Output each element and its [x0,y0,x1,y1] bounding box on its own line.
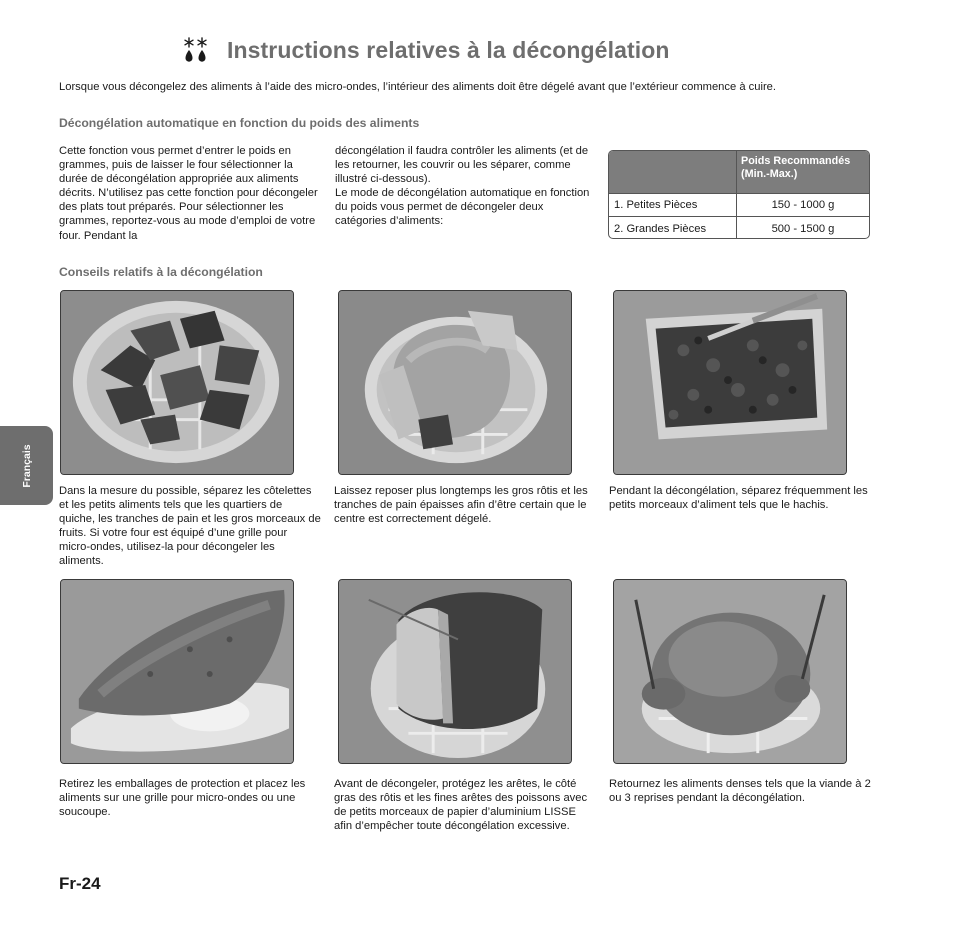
table-cell-weight: 500 - 1500 g [771,222,835,235]
photo-fish-on-saucer [60,579,294,764]
photo-roast-with-foil [338,579,572,764]
intro-paragraph: Lorsque vous décongelez des aliments à l’aide des micro-ondes, l’intérieur des aliments doit être dégelé avant que l’extérieur commence à cuire. [59,81,777,93]
table-cell-category: 1. Petites Pièces [609,194,737,216]
page-number: Fr-24 [59,874,101,893]
photo-chicken-on-rack [613,579,847,764]
defrost-icon [183,37,209,63]
tip-caption: Retirez les emballages de protection et placez les aliments sur une grille pour micro-ondes ou une soucoupe. [59,778,306,819]
tip-caption: Laissez reposer plus longtemps les gros rôtis et les tranches de pain épaisses afin d’être certain que le centre est correctement dégelé. [334,485,588,526]
table-row [609,194,869,216]
photo-chops-on-rack [60,290,294,475]
body-column-2 [335,144,597,229]
table-header [609,151,869,194]
body-column-1 [59,144,321,243]
photo-minced-meat [613,290,847,475]
tip-caption: Pendant la décongélation, séparez fréquemment les petits morceaux d’aliment tels que le hachis. [609,485,868,512]
body-paragraph: décongélation il faudra contrôler les aliments (et de les retourner, les couvrir ou les séparer, comme illustré ci-dessous). [335,145,589,186]
table-row [609,216,869,239]
section-heading-auto-defrost: Décongélation automatique en fonction du poids des aliments [59,116,420,130]
tip-caption: Dans la mesure du possible, séparez les côtelettes et les petits aliments tels que les quartiers de quiche, les tranches de pain et les gros morceaux de fruits. Si votre four est équipé d’une grille pour micro-ondes, utilisez-la pour décongeler les aliments. [59,485,321,568]
language-side-tab [0,426,53,505]
table-cell-weight: 150 - 1000 g [771,199,835,211]
body-paragraph: Cette fonction vous permet d’entrer le poids en grammes, puis de laisser le four sélectionner la durée de décongélation appropriée aux aliments décrits. N’utilisez pas cette fonction pour décongeler des plats tout préparés. Pour sélectionner les grammes, reportez-vous au mode d’emploi de votre four. Pendant la [59,145,318,242]
body-paragraph: Le mode de décongélation automatique en fonction du poids vous permet de décongeler deux catégories d’aliments: [335,187,590,228]
page-title-text: Instructions relatives à la décongélation [227,36,670,63]
weight-table [608,150,870,239]
table-header-weight: Poids Recommandés (Min.-Max.) [741,155,851,180]
table-cell-category: 2. Grandes Pièces [609,217,737,239]
tip-caption: Avant de décongeler, protégez les arêtes, le côté gras des rôtis et les fines arêtes des poissons avec de petits morceaux de papier d’aluminium LISSE afin d’empêcher toute décongélation excessive. [334,778,588,833]
language-label: Français [20,443,33,488]
section-heading-tips: Conseils relatifs à la décongélation [59,265,263,279]
page-title [183,33,670,67]
photo-roast-on-rack [338,290,572,475]
tip-caption: Retournez les aliments denses tels que la viande à 2 ou 3 reprises pendant la décongélation. [609,778,871,805]
